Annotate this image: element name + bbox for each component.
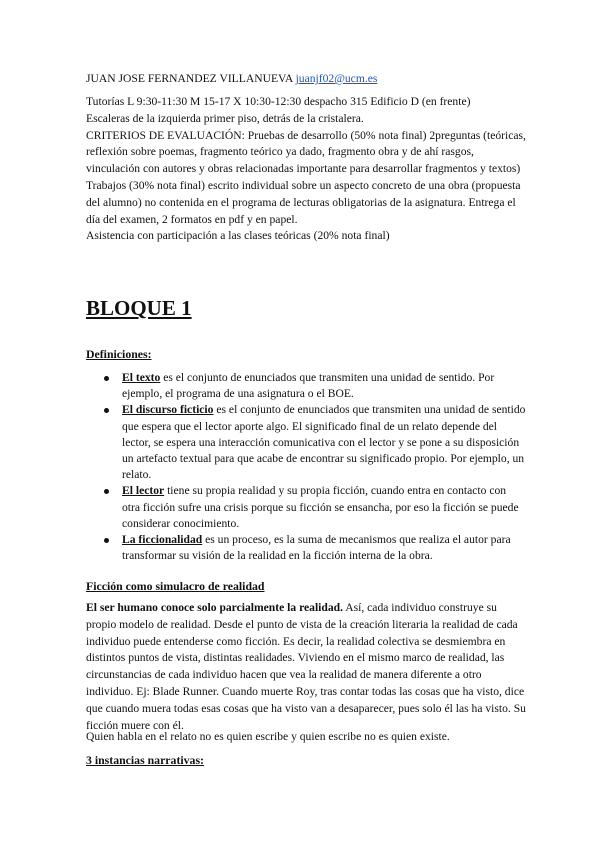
author-email-link[interactable]: juanjf02@ucm.es [295,72,378,85]
tutorias-line: Tutorías L 9:30-11:30 M 15-17 X 10:30-12:30 despacho 315 Edificio D (en frente) [86,95,471,108]
location-line: Escaleras de la izquierda primer piso, detrás de la cristalera. [86,111,364,125]
instancias-heading: 3 instancias narrativas: [86,753,204,767]
asistencia-line: Asistencia con participación a las clases teóricas (20% nota final) [86,229,390,243]
bloque-title: BLOQUE 1 [86,296,192,320]
list-item [86,402,526,483]
author-line [86,70,526,87]
trabajos-paragraph: Trabajos (30% nota final) escrito individual sobre un aspecto concreto de una obra (propuesta del alumno) no contenida en el programa de lecturas obligatorias de la asignatura. Entrega el día del examen, 2 formatos en pdf y en papel. [86,178,521,226]
ficcion-body-text: Así, cada individuo construye su propio modelo de realidad. Desde el punto de vista de la creación literaria la realidad de cada individuo puede entenderse como ficción. Es decir, la realidad colectiva se desmiembra en distintos puntos de vista, distintas realidades. Viviendo en el mismo marco de realidad, las circunstancias de cada individuo hacen que vea la realidad de manera diferente a otro individuo. Ej: Blade Runner. Cuando muerte Roy, tras contar todas las cosas que ha visto, dice que cuando muera todas esas cosas que ha visto van a desaparecer, pues solo él las ha visto. Su ficción muere con él. [86,601,526,732]
ficcion-paragraph [86,600,526,734]
definition-term: El lector [122,484,165,498]
list-item [86,532,526,564]
criterios-paragraph: CRITERIOS DE EVALUACIÓN: Pruebas de desarrollo (50% nota final) 2preguntas (teóricas, reflexión sobre poemas, fragmento teórico ya dado, fragmento obra y de ahí rasgos, vinculación con autores y obras relacionadas importante para desarrollar fragmentos y textos) [86,128,526,176]
ficcion-heading: Ficción como simulacro de realidad [86,579,265,593]
definition-text: es un proceso, es la suma de mecanismos que realiza el autor para transformar su visión de la realidad en la ficción interna de la obra. [122,533,511,563]
list-item [86,483,526,532]
definition-term: El texto [122,371,161,384]
author-name: JUAN JOSE FERNANDEZ VILLANUEVA [86,72,293,85]
definition-text: es el conjunto de enunciados que transmiten una unidad de sentido que espera que el lector aporte algo. El significado final de un relato depende del lector, se espera una interacción comunicativa con el lector y se pone a su disposición un artefacto textual para que acabe de encontrar su significado propio. Por ejemplo, un relato. [122,403,526,482]
definitions-heading: Definiciones: [86,347,152,361]
definition-text: tiene su propia realidad y su propia ficción, cuando entra en contacto con otra ficción sufre una crisis porque su ficción se ensancha, por eso la ficción se puede considerar conocimiento. [122,484,519,530]
definitions-list [86,370,526,564]
definition-text: es el conjunto de enunciados que transmiten una unidad de sentido. Por ejemplo, el programa de una asignatura o el BOE. [122,371,495,401]
quote-line: Quien habla en el relato no es quien escribe y quien escribe no es quien existe. [86,730,450,743]
definition-term: La ficcionalidad [122,533,203,547]
list-item [86,370,526,402]
ficcion-lead: El ser humano conoce solo parcialmente la realidad. [86,601,343,614]
definition-term: El discurso ficticio [122,403,214,417]
course-info [86,94,526,245]
